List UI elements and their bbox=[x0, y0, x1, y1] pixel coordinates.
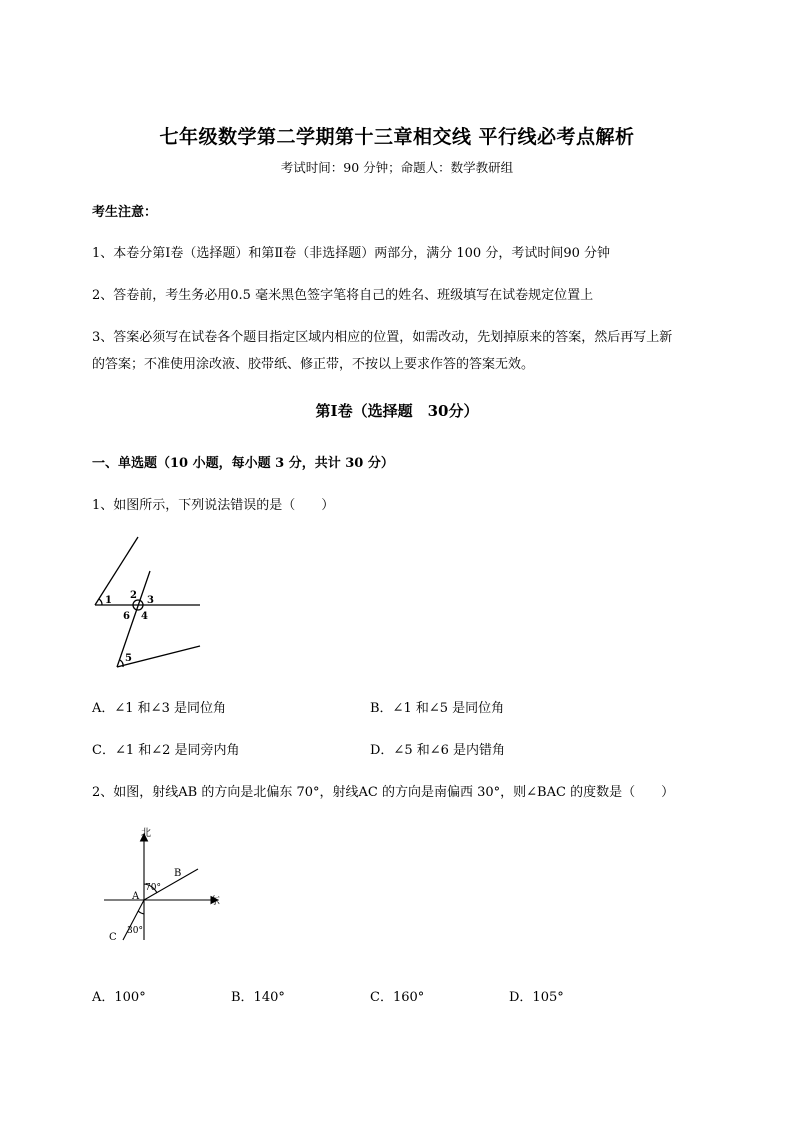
label-6: 6 bbox=[123, 611, 130, 622]
page-title: 七年级数学第二学期第十三章相交线 平行线必考点解析 bbox=[159, 126, 635, 148]
point-a-label: A bbox=[132, 891, 140, 902]
part-title: 第Ⅰ卷（选择题 30分） bbox=[315, 402, 479, 420]
q1-option-d[interactable]: D．∠5 和∠6 是内错角 bbox=[370, 743, 506, 758]
label-1: 1 bbox=[105, 595, 112, 606]
point-b-label: B bbox=[174, 868, 182, 879]
notice-heading: 考生注意： bbox=[92, 205, 158, 220]
q2-option-b[interactable]: B．140° bbox=[231, 990, 285, 1005]
angle-30-label: 30° bbox=[127, 926, 143, 936]
exam-info: 考试时间：90 分钟；命题人：数学教研组 bbox=[280, 160, 514, 175]
point-c-label: C bbox=[109, 932, 117, 943]
q2-option-c[interactable]: C．160° bbox=[370, 990, 425, 1005]
question-1-stem: 1、如图所示，下列说法错误的是（ ） bbox=[92, 498, 335, 513]
q1-option-c[interactable]: C．∠1 和∠2 是同旁内角 bbox=[92, 743, 240, 758]
question-1-figure bbox=[90, 535, 205, 670]
label-4: 4 bbox=[141, 611, 148, 622]
angle-70-label: 70° bbox=[145, 883, 161, 893]
label-5: 5 bbox=[125, 653, 132, 664]
question-2-figure bbox=[100, 822, 230, 947]
east-label: 东 bbox=[210, 896, 220, 907]
q2-option-d[interactable]: D．105° bbox=[509, 990, 564, 1005]
q1-option-b[interactable]: B．∠1 和∠5 是同位角 bbox=[370, 701, 505, 716]
notice-item-3: 3、答案必须写在试卷各个题目指定区域内相应的位置，如需改动，先划掉原来的答案，然后再写上新 bbox=[92, 330, 673, 345]
notice-item-1: 1、本卷分第Ⅰ卷（选择题）和第Ⅱ卷（非选择题）两部分，满分 100 分，考试时间90 分钟 bbox=[92, 246, 610, 261]
q2-option-a[interactable]: A．100° bbox=[92, 990, 146, 1005]
angle-1-arc bbox=[99, 599, 102, 605]
label-3: 3 bbox=[147, 595, 154, 606]
north-label: 北 bbox=[141, 828, 151, 839]
notice-item-2: 2、答卷前，考生务必用0.5 毫米黑色签字笔将自己的姓名、班级填写在试卷规定位置上 bbox=[92, 288, 594, 303]
notice-item-3-cont: 的答案；不准使用涂改液、胶带纸、修正带，不按以上要求作答的答案无效。 bbox=[92, 357, 535, 372]
section-heading: 一、单选题（10 小题，每小题 3 分，共计 30 分） bbox=[92, 456, 394, 471]
angle-30-arc bbox=[138, 911, 144, 914]
q1-option-a[interactable]: A．∠1 和∠3 是同位角 bbox=[92, 701, 226, 716]
question-2-stem: 2、如图，射线AB 的方向是北偏东 70°，射线AC 的方向是南偏西 30°，则∠BAC 的度数是（ ） bbox=[92, 785, 675, 800]
label-2: 2 bbox=[130, 590, 137, 601]
